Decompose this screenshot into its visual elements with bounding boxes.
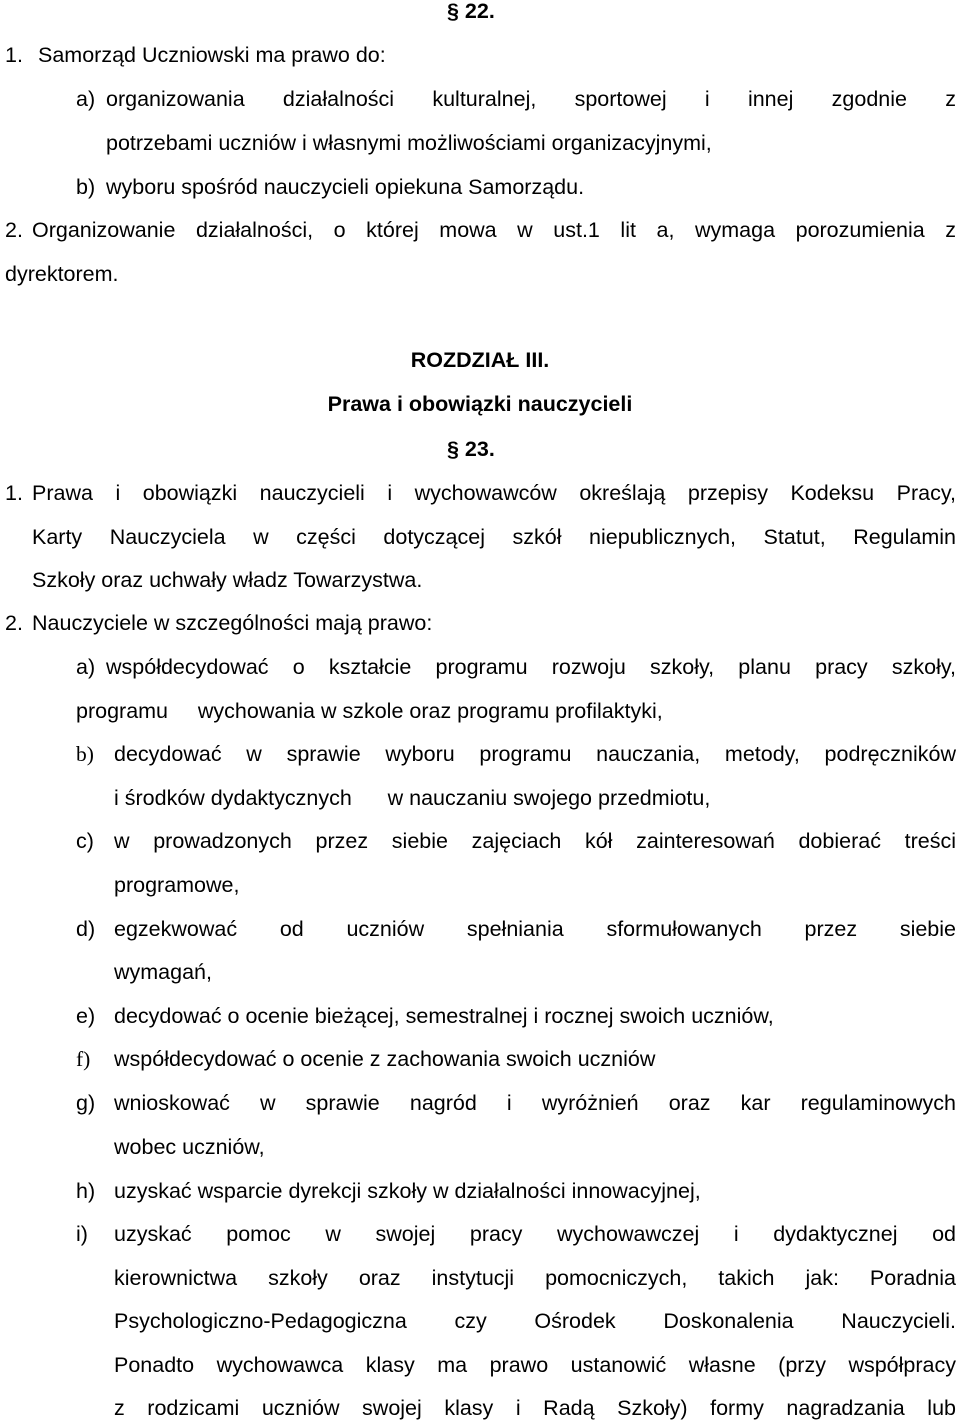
s23-p2-text: Nauczyciele w szczególności mają prawo: <box>32 611 433 635</box>
s23-item-d-label: d) <box>76 917 96 941</box>
s23-item-f-label: f) <box>76 1047 91 1071</box>
s23-item-b-line1: decydować w sprawie wyboru programu nauczania, metody, podręczników <box>114 742 956 766</box>
section-22-heading: § 22. <box>447 0 495 23</box>
s23-item-i-line5: z rodzicami uczniów swojej klasy i Radą Szkoły) formy nagradzania lub <box>114 1396 956 1420</box>
s22-p2-line2: dyrektorem. <box>5 262 119 286</box>
s23-item-i-line1: uzyskać pomoc w swojej pracy wychowawczej i dydaktycznej od <box>114 1222 956 1246</box>
s23-item-a-line1: współdecydować o kształcie programu rozwoju szkoły, planu pracy szkoły, <box>106 655 956 679</box>
s23-item-i-line2: kierownictwa szkoły oraz instytucji pomocniczych, takich jak: Poradnia <box>114 1266 956 1290</box>
chapter-title: ROZDZIAŁ III. <box>410 348 550 372</box>
s23-item-a-line2: programu wychowania w szkole oraz programu profilaktyki, <box>76 699 663 723</box>
s23-item-e-label: e) <box>76 1004 96 1028</box>
section-23-heading: § 23. <box>447 437 495 461</box>
s23-item-c-line2: programowe, <box>114 873 240 897</box>
s22-p2-number: 2. <box>5 218 23 242</box>
s23-item-h-label: h) <box>76 1179 96 1203</box>
s23-item-b-label: b) <box>76 742 94 766</box>
chapter-subtitle: Prawa i obowiązki nauczycieli <box>327 392 633 416</box>
s23-p1-line1: Prawa i obowiązki nauczycieli i wychowawców określają przepisy Kodeksu Pracy, <box>32 481 956 505</box>
s23-item-d-line1: egzekwować od uczniów spełniania sformułowanych przez siebie <box>114 917 956 941</box>
s23-item-c-label: c) <box>76 829 94 853</box>
s22-a-line2: potrzebami uczniów i własnymi możliwościami organizacyjnymi, <box>106 131 712 155</box>
s23-item-b-line2: i środków dydaktycznych w nauczaniu swojego przedmiotu, <box>114 786 711 810</box>
s23-item-i-label: i) <box>76 1222 88 1246</box>
s23-p1-number: 1. <box>5 481 23 505</box>
s23-item-c-line1: w prowadzonych przez siebie zajęciach kół zainteresowań dobierać treści <box>114 829 956 853</box>
s23-item-i-line4: Ponadto wychowawca klasy ma prawo ustanowić własne (przy współpracy <box>114 1353 956 1377</box>
s23-item-e-line1: decydować o ocenie bieżącej, semestralnej i rocznej swoich uczniów, <box>114 1004 774 1028</box>
s22-p1-text: Samorząd Uczniowski ma prawo do: <box>38 43 386 67</box>
s23-p2-number: 2. <box>5 611 23 635</box>
s22-a-label: a) <box>76 87 96 111</box>
s22-a-line1: organizowania działalności kulturalnej, sportowej i innej zgodnie z <box>106 87 956 111</box>
s23-item-g-label: g) <box>76 1091 96 1115</box>
s22-p2-line1: Organizowanie działalności, o której mowa w ust.1 lit a, wymaga porozumienia z <box>32 218 956 242</box>
s23-p1-line3: Szkoły oraz uchwały władz Towarzystwa. <box>32 568 423 592</box>
s23-item-d-line2: wymagań, <box>114 960 212 984</box>
s22-p1-number: 1. <box>5 43 23 67</box>
s23-item-g-line2: wobec uczniów, <box>114 1135 265 1159</box>
s23-item-g-line1: wnioskować w sprawie nagród i wyróżnień oraz kar regulaminowych <box>114 1091 956 1115</box>
s23-item-i-line3: Psychologiczno-Pedagogiczna czy Ośrodek Doskonalenia Nauczycieli. <box>114 1309 956 1333</box>
s22-b-text: wyboru spośród nauczycieli opiekuna Samorządu. <box>106 175 585 199</box>
s23-item-h-line1: uzyskać wsparcie dyrekcji szkoły w działalności innowacyjnej, <box>114 1179 701 1203</box>
s23-item-a-label: a) <box>76 655 96 679</box>
s23-item-f-line1: współdecydować o ocenie z zachowania swoich uczniów <box>114 1047 656 1071</box>
s22-b-label: b) <box>76 175 96 199</box>
s23-p1-line2: Karty Nauczyciela w części dotyczącej szkół niepublicznych, Statut, Regulamin <box>32 525 956 549</box>
